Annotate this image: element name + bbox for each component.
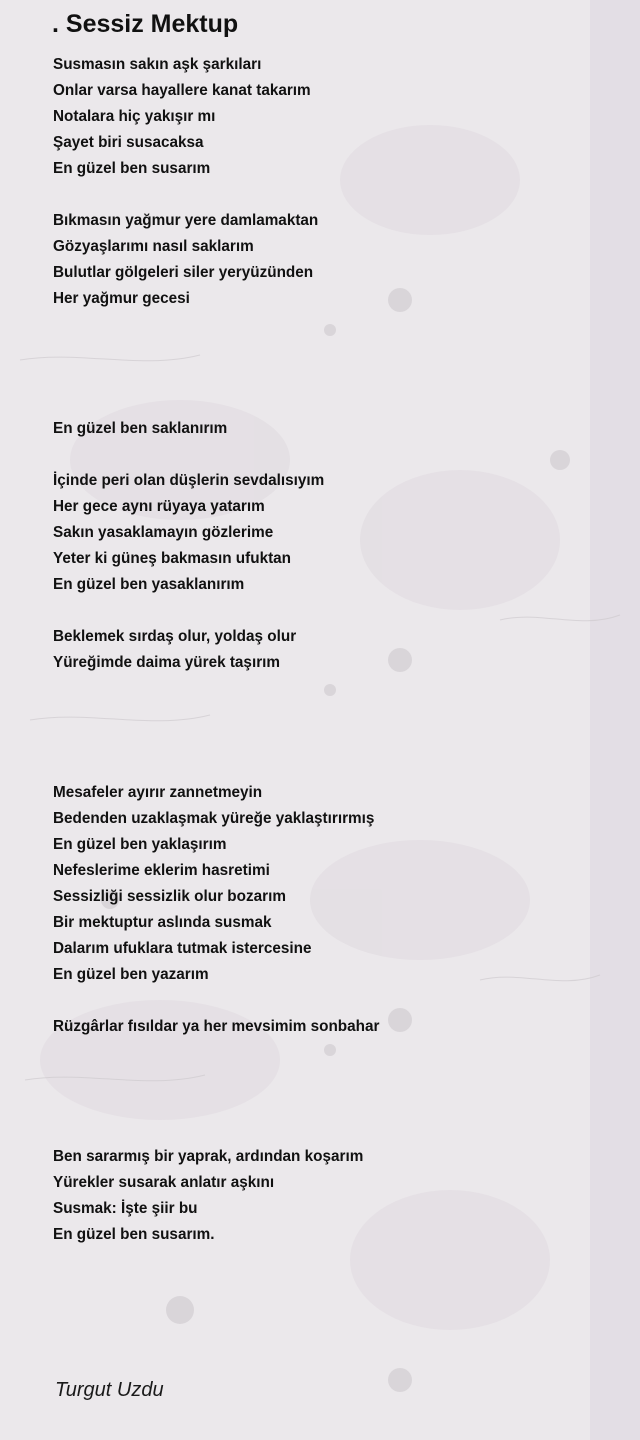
poem-line: Notalara hiç yakışır mı <box>53 108 216 125</box>
poem-author: Turgut Uzdu <box>55 1379 164 1401</box>
poem-line: En güzel ben susarım. <box>53 1226 215 1243</box>
poem-line: Ben sararmış bir yaprak, ardından koşarım <box>53 1148 364 1165</box>
poem-line: Beklemek sırdaş olur, yoldaş olur <box>53 628 297 645</box>
stanza-break <box>53 182 613 208</box>
stanza-break <box>53 312 613 338</box>
poem-line: Rüzgârlar fısıldar ya her mevsimim sonbahar <box>53 1018 380 1035</box>
poem-line: En güzel ben yaklaşırım <box>53 836 227 853</box>
poem-line: En güzel ben yazarım <box>53 966 209 983</box>
poem-line: En güzel ben yasaklanırım <box>53 576 245 593</box>
stanza-break <box>53 338 613 364</box>
poem-line: Sakın yasaklamayın gözlerime <box>53 524 274 541</box>
stanza-break <box>53 1092 613 1118</box>
stanza-break <box>53 598 613 624</box>
poem-title: . Sessiz Mektup <box>52 10 239 38</box>
poem-line: En güzel ben susarım <box>53 160 211 177</box>
poem-line: Sessizliği sessizlik olur bozarım <box>53 888 286 905</box>
poem-line: Bedenden uzaklaşmak yüreğe yaklaştırırmış <box>53 810 375 827</box>
stanza-break <box>53 442 613 468</box>
poem-line: Bulutlar gölgeleri siler yeryüzünden <box>53 264 314 281</box>
poem-line: Her gece aynı rüyaya yatarım <box>53 498 265 515</box>
poem-line: Gözyaşlarımı nasıl saklarım <box>53 238 254 255</box>
poem-body <box>53 52 613 1248</box>
stanza-break <box>53 754 613 780</box>
poem-line: Her yağmur gecesi <box>53 290 190 307</box>
stanza-break <box>53 1118 613 1144</box>
poem-line: Nefeslerime eklerim hasretimi <box>53 862 270 879</box>
poem-line: Bir mektuptur aslında susmak <box>53 914 272 931</box>
poem-line: Yeter ki güneş bakmasın ufuktan <box>53 550 292 567</box>
stanza-break <box>53 1040 613 1066</box>
poem-line: Şayet biri susacaksa <box>53 134 204 151</box>
poem-line: En güzel ben saklanırım <box>53 420 228 437</box>
poem-line: Yürekler susarak anlatır aşkını <box>53 1174 275 1191</box>
stanza-break <box>53 676 613 702</box>
stanza-break <box>53 988 613 1014</box>
poem-line: Dalarım ufuklara tutmak istercesine <box>53 940 312 957</box>
stanza-break <box>53 728 613 754</box>
poem-line: Susmak: İşte şiir bu <box>53 1200 198 1217</box>
stanza-break <box>53 702 613 728</box>
poem-line: İçinde peri olan düşlerin sevdalısıyım <box>53 472 325 489</box>
stanza-break <box>53 1066 613 1092</box>
stanza-break <box>53 364 613 390</box>
stanza-break <box>53 390 613 416</box>
poem-line: Onlar varsa hayallere kanat takarım <box>53 82 311 99</box>
poem-line: Bıkmasın yağmur yere damlamaktan <box>53 212 319 229</box>
poem-line: Mesafeler ayırır zannetmeyin <box>53 784 263 801</box>
poem-line: Susmasın sakın aşk şarkıları <box>53 56 262 73</box>
poem-line: Yüreğimde daima yürek taşırım <box>53 654 280 671</box>
